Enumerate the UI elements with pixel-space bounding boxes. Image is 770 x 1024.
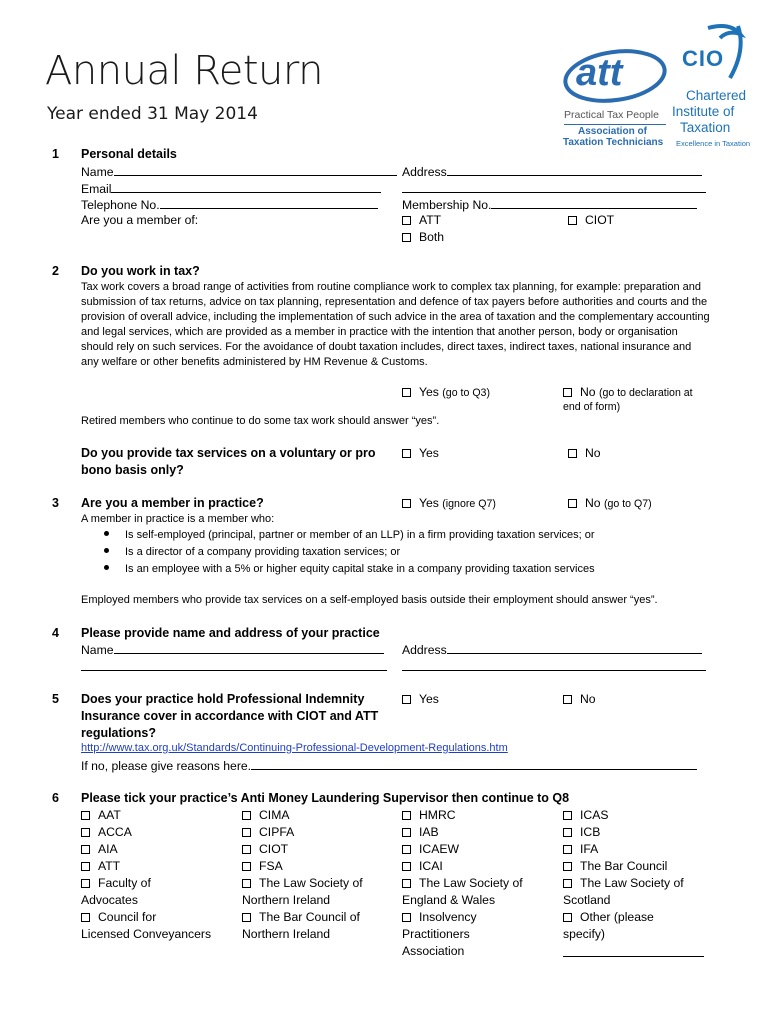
q6-option-label: Faculty of bbox=[98, 876, 151, 890]
page-subtitle: Year ended 31 May 2014 bbox=[47, 104, 258, 124]
q1-member-of-label: Are you a member of: bbox=[81, 213, 199, 227]
checkbox[interactable] bbox=[563, 913, 572, 922]
q6-option-faculty-of-advocates[interactable] bbox=[81, 876, 151, 890]
q1-both-option[interactable] bbox=[402, 230, 444, 244]
q6-option-label-cont: Northern Ireland bbox=[242, 927, 331, 941]
q6-option-label: FSA bbox=[259, 859, 283, 873]
q6-option-label: ATT bbox=[98, 859, 121, 873]
q6-option-law-society-ew[interactable] bbox=[402, 876, 523, 890]
q2-heading: Do you work in tax? bbox=[81, 264, 200, 278]
q3-bullet-text: Is self-employed (principal, partner or member of an LLP) in a firm providing taxation services; or bbox=[125, 529, 595, 541]
checkbox[interactable] bbox=[568, 216, 577, 225]
q1-telephone-label: Telephone No. bbox=[81, 198, 160, 212]
q6-option-label: CIOT bbox=[259, 842, 289, 856]
q6-option-label-cont: England & Wales bbox=[402, 893, 496, 907]
q6-number: 6 bbox=[52, 791, 59, 805]
checkbox[interactable] bbox=[242, 879, 251, 888]
att-logo-text: att bbox=[576, 52, 623, 94]
checkbox[interactable] bbox=[81, 828, 90, 837]
q6-option-ciot[interactable] bbox=[242, 842, 288, 856]
q1-email-field[interactable] bbox=[81, 181, 381, 196]
q1-both-label: Both bbox=[419, 230, 445, 244]
q1-att-label: ATT bbox=[419, 213, 442, 227]
q3-bullet-3 bbox=[104, 563, 595, 575]
q4-number: 4 bbox=[52, 626, 59, 640]
q3-yes-label: Yes bbox=[419, 496, 439, 510]
checkbox[interactable] bbox=[563, 879, 572, 888]
q2-yes-option[interactable] bbox=[402, 385, 490, 399]
q6-option-label-cont: Association bbox=[402, 944, 465, 958]
checkbox[interactable] bbox=[402, 499, 411, 508]
q5-number: 5 bbox=[52, 692, 59, 706]
q3-bullet-1 bbox=[104, 529, 595, 541]
checkbox[interactable] bbox=[402, 216, 411, 225]
q2-pb-no-option[interactable] bbox=[568, 446, 601, 460]
q6-option-label-cont: Northern Ireland bbox=[242, 893, 331, 907]
q3-no-option[interactable] bbox=[568, 496, 652, 510]
q2-pb-yes-label: Yes bbox=[419, 446, 439, 460]
q5-reasons-label: If no, please give reasons here. bbox=[81, 759, 252, 773]
q2-body: Tax work covers a broad range of activities from routine compliance work to complex tax planning, for example: preparation and submission of tax returns, advice on tax planning, representation and defence of tax payers before authorities and courts and the provision of overall advice, including the implementation of such advice in the area of taxation and the complementary accounting and legal services, which are provided as a member in practice with the intention that another person, body or organisation should rely on such services. For the avoidance of doubt taxation includes, direct taxes, indirect taxes, national insurance and any welfare or other benefits administered by HM Revenue & Customs. bbox=[81, 281, 710, 368]
q1-att-option[interactable] bbox=[402, 213, 441, 227]
checkbox[interactable] bbox=[242, 862, 251, 871]
q2-pro-bono-q2: bono basis only? bbox=[81, 463, 184, 477]
checkbox[interactable] bbox=[81, 879, 90, 888]
att-tagline: Practical Tax People bbox=[564, 109, 659, 121]
q6-option-bar-council-ni[interactable] bbox=[242, 910, 360, 924]
checkbox[interactable] bbox=[242, 913, 251, 922]
q6-option-iab[interactable] bbox=[402, 825, 439, 839]
q6-option-insolvency-pa[interactable] bbox=[402, 910, 477, 924]
q4-address-field[interactable] bbox=[402, 642, 702, 657]
q1-telephone-field[interactable] bbox=[81, 197, 378, 212]
q3-employed-note: Employed members who provide tax services on a self-employed basis outside their employment should answer “yes”. bbox=[81, 594, 658, 606]
checkbox[interactable] bbox=[402, 811, 411, 820]
q2-retired-note: Retired members who continue to do some tax work should answer “yes”. bbox=[81, 415, 440, 427]
q5-no-label: No bbox=[580, 692, 596, 706]
checkbox[interactable] bbox=[563, 862, 572, 871]
q5-yes-option[interactable] bbox=[402, 692, 439, 706]
q6-option-cipfa[interactable] bbox=[242, 825, 294, 839]
q6-option-icas[interactable] bbox=[563, 808, 608, 822]
q6-option-council-licensed-conveyancers[interactable] bbox=[81, 910, 156, 924]
q6-option-label: The Bar Council of bbox=[259, 910, 360, 924]
q4-name-line2[interactable] bbox=[81, 670, 387, 671]
att-org-line1: Association of bbox=[578, 126, 647, 137]
q5-yes-label: Yes bbox=[419, 692, 439, 706]
q6-option-label: Council for bbox=[98, 910, 157, 924]
ciot-line1: Chartered bbox=[686, 88, 747, 103]
q4-heading: Please provide name and address of your practice bbox=[81, 626, 380, 640]
q6-option-label-cont: specify) bbox=[563, 927, 605, 941]
checkbox[interactable] bbox=[81, 862, 90, 871]
q6-option-label: The Law Society of bbox=[580, 876, 684, 890]
q2-no-label: No bbox=[580, 385, 596, 399]
checkbox[interactable] bbox=[563, 388, 572, 397]
q5-reasons-field[interactable] bbox=[81, 758, 697, 773]
q3-number: 3 bbox=[52, 496, 59, 510]
q4-name-label: Name bbox=[81, 643, 114, 657]
q6-option-other[interactable] bbox=[563, 910, 654, 924]
att-logo bbox=[560, 46, 670, 150]
q1-heading: Personal details bbox=[81, 147, 177, 161]
q6-option-label-cont: Scotland bbox=[563, 893, 611, 907]
q4-address-label: Address bbox=[402, 643, 447, 657]
q6-heading: Please tick your practice’s Anti Money Laundering Supervisor then continue to Q8 bbox=[81, 791, 570, 805]
q6-option-label: ICB bbox=[580, 825, 601, 839]
q1-number: 1 bbox=[52, 147, 59, 161]
checkbox[interactable] bbox=[242, 811, 251, 820]
q6-option-label: Other (please bbox=[580, 910, 654, 924]
checkbox[interactable] bbox=[402, 913, 411, 922]
q6-option-law-society-ni[interactable] bbox=[242, 876, 363, 890]
checkbox[interactable] bbox=[563, 845, 572, 854]
checkbox[interactable] bbox=[402, 449, 411, 458]
checkbox[interactable] bbox=[81, 845, 90, 854]
q3-heading: Are you a member in practice? bbox=[81, 496, 264, 510]
q3-intro: A member in practice is a member who: bbox=[81, 513, 275, 525]
q6-option-label: CIMA bbox=[259, 808, 290, 822]
q4-name-field[interactable] bbox=[81, 642, 384, 657]
q6-option-label: ICAS bbox=[580, 808, 609, 822]
q3-no-label: No bbox=[585, 496, 601, 510]
checkbox[interactable] bbox=[402, 233, 411, 242]
checkbox[interactable] bbox=[568, 499, 577, 508]
q5-question-line2: Insurance cover in accordance with CIOT and ATT bbox=[81, 709, 379, 723]
checkbox[interactable] bbox=[568, 449, 577, 458]
q6-option-label: ICAI bbox=[419, 859, 443, 873]
checkbox[interactable] bbox=[402, 879, 411, 888]
q6-option-law-society-scotland[interactable] bbox=[563, 876, 684, 890]
q3-yes-note: (ignore Q7) bbox=[442, 498, 496, 510]
q1-name-label: Name bbox=[81, 165, 114, 179]
q1-address-field[interactable] bbox=[402, 164, 702, 179]
q6-option-label: CIPFA bbox=[259, 825, 295, 839]
q3-no-note: (go to Q7) bbox=[603, 498, 652, 510]
q6-option-bar-council[interactable] bbox=[563, 859, 667, 873]
q6-option-label: Insolvency bbox=[419, 910, 477, 924]
q6-option-icai[interactable] bbox=[402, 859, 443, 873]
q2-pb-yes-option[interactable] bbox=[402, 446, 439, 460]
q6-option-cima[interactable] bbox=[242, 808, 289, 822]
q6-option-icaew[interactable] bbox=[402, 842, 459, 856]
q2-yes-label: Yes bbox=[419, 385, 439, 399]
q1-ciot-label: CIOT bbox=[585, 213, 615, 227]
q2-no-option[interactable] bbox=[563, 385, 693, 399]
q6-option-label: AAT bbox=[98, 808, 121, 822]
q1-email-label: Email bbox=[81, 182, 112, 196]
q3-yes-option[interactable] bbox=[402, 496, 496, 510]
ciot-logo bbox=[668, 20, 758, 150]
q1-membership-label: Membership No. bbox=[402, 198, 492, 212]
q5-question-line1: Does your practice hold Professional Indemnity bbox=[81, 692, 365, 706]
q3-bullet-text: Is an employee with a 5% or higher equity capital stake in a company providing taxation services bbox=[125, 563, 595, 575]
q6-option-label-cont: Practitioners bbox=[402, 927, 470, 941]
checkbox[interactable] bbox=[402, 845, 411, 854]
ciot-tagline: Excellence in Taxation bbox=[676, 139, 751, 148]
q2-no-note-cont: end of form) bbox=[563, 401, 621, 413]
q6-option-fsa[interactable] bbox=[242, 859, 283, 873]
q6-option-hmrc[interactable] bbox=[402, 808, 456, 822]
checkbox[interactable] bbox=[242, 845, 251, 854]
ciot-mark: CIO bbox=[682, 46, 725, 71]
q6-option-label-cont: Licensed Conveyancers bbox=[81, 927, 212, 941]
ciot-line3: Taxation bbox=[680, 120, 731, 135]
checkbox[interactable] bbox=[81, 811, 90, 820]
checkbox[interactable] bbox=[402, 695, 411, 704]
q2-pro-bono-q1: Do you provide tax services on a voluntary or pro bbox=[81, 446, 376, 460]
checkbox[interactable] bbox=[563, 828, 572, 837]
q6-option-label: The Bar Council bbox=[580, 859, 668, 873]
q6-option-icb[interactable] bbox=[563, 825, 600, 839]
q5-question-line3: regulations? bbox=[81, 726, 157, 740]
q4-address-line2[interactable] bbox=[402, 670, 706, 671]
checkbox[interactable] bbox=[242, 828, 251, 837]
q1-address-label: Address bbox=[402, 165, 447, 179]
checkbox[interactable] bbox=[402, 862, 411, 871]
q6-option-label: HMRC bbox=[419, 808, 456, 822]
q3-bullet-2 bbox=[104, 546, 400, 558]
checkbox[interactable] bbox=[402, 388, 411, 397]
q5-regulations-link[interactable]: http://www.tax.org.uk/Standards/Continuing-Professional-Development-Regulations.htm bbox=[81, 742, 508, 754]
checkbox[interactable] bbox=[402, 828, 411, 837]
q6-option-acca[interactable] bbox=[81, 825, 132, 839]
q1-membership-field[interactable] bbox=[402, 197, 697, 212]
q6-option-label: The Law Society of bbox=[259, 876, 363, 890]
q2-no-note: (go to declaration at bbox=[598, 387, 693, 399]
q6-option-label: The Law Society of bbox=[419, 876, 523, 890]
q3-bullet-text: Is a director of a company providing taxation services; or bbox=[125, 546, 401, 558]
q6-other-specify-field[interactable] bbox=[563, 956, 704, 957]
checkbox[interactable] bbox=[81, 913, 90, 922]
q2-yes-note: (go to Q3) bbox=[442, 387, 490, 399]
ciot-line2: Institute of bbox=[672, 104, 735, 119]
checkbox[interactable] bbox=[563, 811, 572, 820]
q5-no-option[interactable] bbox=[563, 692, 596, 706]
q6-option-aia[interactable] bbox=[81, 842, 118, 856]
q6-option-label: ICAEW bbox=[419, 842, 459, 856]
page-title: Annual Return bbox=[45, 48, 323, 94]
q6-option-att[interactable] bbox=[81, 859, 120, 873]
att-org-line2: Taxation Technicians bbox=[563, 137, 664, 148]
q6-option-ifa[interactable] bbox=[563, 842, 598, 856]
q1-address-line2[interactable] bbox=[402, 192, 706, 193]
checkbox[interactable] bbox=[563, 695, 572, 704]
q1-name-field[interactable] bbox=[81, 164, 397, 179]
q2-number: 2 bbox=[52, 264, 59, 278]
q6-option-label: AIA bbox=[98, 842, 118, 856]
q2-pb-no-label: No bbox=[585, 446, 601, 460]
q6-option-label: IAB bbox=[419, 825, 439, 839]
q6-option-label-cont: Advocates bbox=[81, 893, 138, 907]
q1-ciot-option[interactable] bbox=[568, 213, 614, 227]
q6-option-aat[interactable] bbox=[81, 808, 121, 822]
q6-option-label: IFA bbox=[580, 842, 599, 856]
q6-option-label: ACCA bbox=[98, 825, 132, 839]
